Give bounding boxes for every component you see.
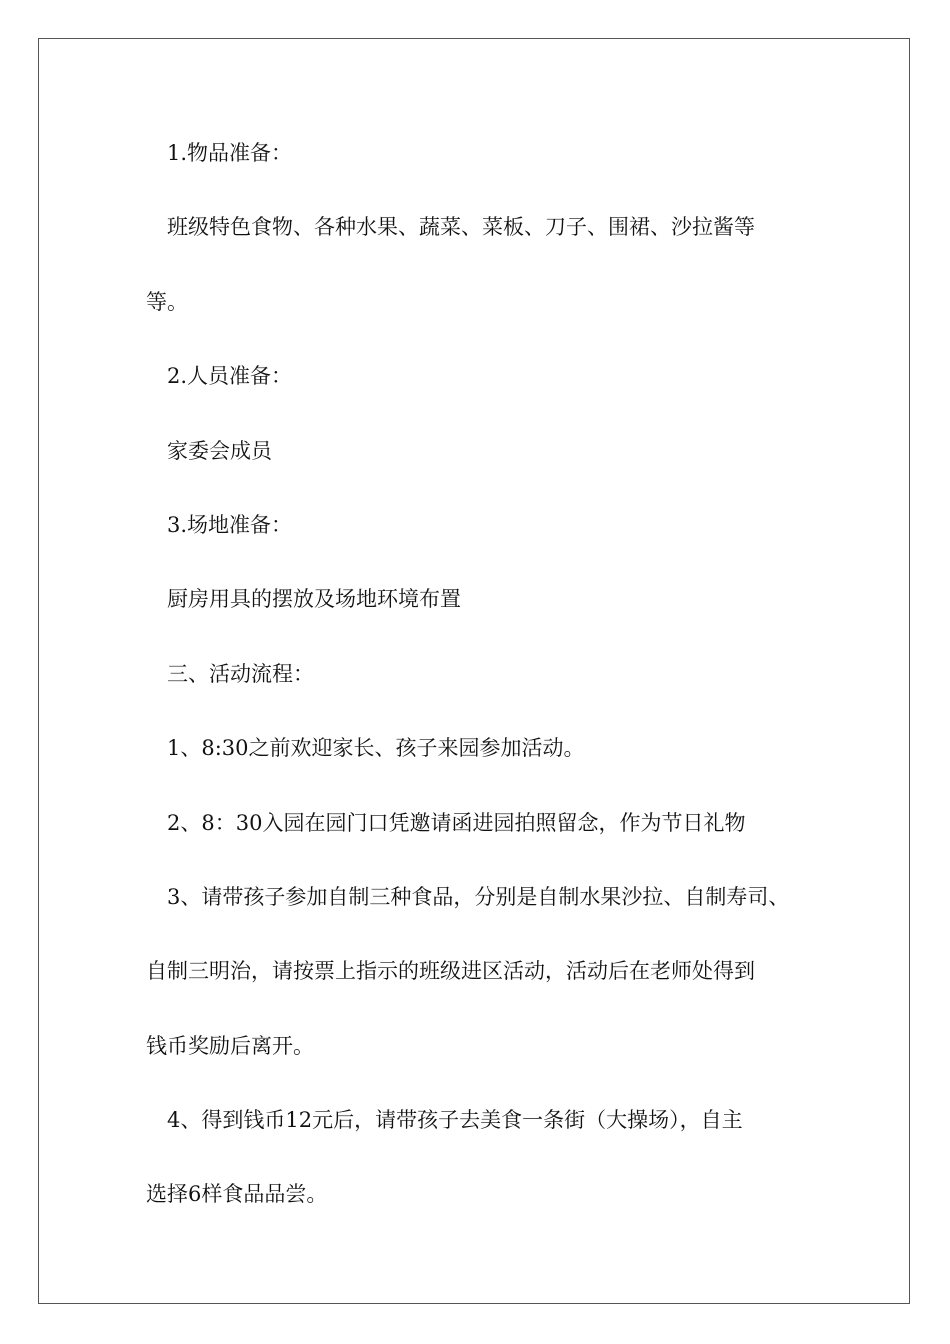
text-line: 1.物品准备：: [167, 141, 293, 165]
text-line: 2.人员准备：: [167, 364, 293, 389]
text-line: 家委会成员: [167, 438, 272, 463]
text-line: 自制三明治，请按票上指示的班级进区活动，活动后在老师处得到: [146, 959, 755, 984]
text-line: 3、请带孩子参加自制三种食品，分别是自制水果沙拉、自制寿司、: [167, 884, 790, 909]
text-line: 3.场地准备：: [167, 512, 293, 537]
text-line: 等。: [146, 289, 188, 314]
text-line: 选择6样食品品尝。: [146, 1182, 328, 1207]
text-line: 1、8:30之前欢迎家长、孩子来园参加活动。: [167, 736, 585, 761]
text-line: 4、得到钱币12元后，请带孩子去美食一条街（大操场），自主: [167, 1108, 743, 1133]
text-line: 钱币奖励后离开。: [146, 1033, 314, 1058]
text-line: 2、8：30入园在园门口凭邀请函进园拍照留念，作为节日礼物: [167, 810, 746, 835]
document-body: [146, 131, 806, 1247]
text-line: 班级特色食物、各种水果、蔬菜、菜板、刀子、围裙、沙拉酱等: [167, 215, 755, 240]
section-heading: 三、活动流程：: [167, 661, 314, 686]
text-line: 厨房用具的摆放及场地环境布置: [167, 587, 461, 612]
